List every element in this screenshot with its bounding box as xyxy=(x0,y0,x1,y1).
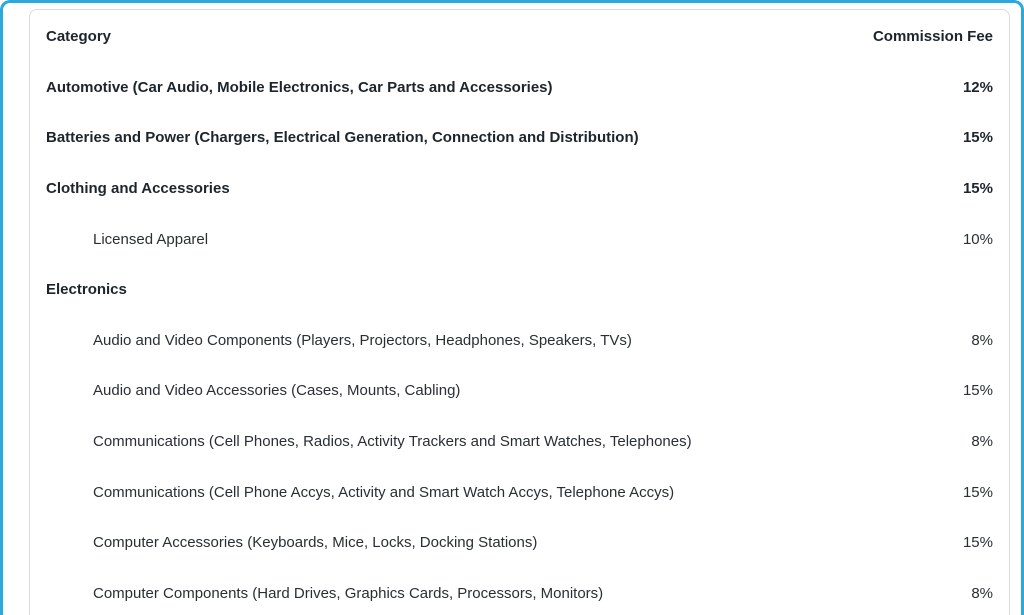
category-label: Automotive (Car Audio, Mobile Electronics, Car Parts and Accessories) xyxy=(46,78,553,96)
table-row-automotive xyxy=(30,62,1009,113)
category-label: Electronics xyxy=(46,281,127,299)
table-row-licensed-apparel xyxy=(30,214,1009,265)
commission-fee-value: 15% xyxy=(962,534,993,552)
commission-fee-value: 15% xyxy=(962,483,993,501)
commission-fee-value: 15% xyxy=(962,129,993,147)
category-label: Batteries and Power (Chargers, Electrical Generation, Connection and Distribution) xyxy=(46,129,639,147)
commission-fee-value: 12% xyxy=(962,78,993,96)
subcategory-label: Audio and Video Components (Players, Projectors, Headphones, Speakers, TVs) xyxy=(93,331,632,349)
table-row-audio-video-components xyxy=(30,315,1009,366)
table-row-communications-accessories xyxy=(30,467,1009,518)
subcategory-label: Computer Components (Hard Drives, Graphics Cards, Processors, Monitors) xyxy=(93,584,604,602)
table-row-batteries-and-power xyxy=(30,113,1009,164)
table-row-computer-components xyxy=(30,568,1009,615)
subcategory-label: Communications (Cell Phones, Radios, Activity Trackers and Smart Watches, Telephones) xyxy=(93,432,692,450)
table-row-communications-devices xyxy=(30,416,1009,467)
category-label: Clothing and Accessories xyxy=(46,179,230,197)
table-header-row xyxy=(30,10,1009,62)
column-header-category: Category xyxy=(46,27,112,45)
table-row-audio-video-accessories xyxy=(30,366,1009,417)
subcategory-label: Communications (Cell Phone Accys, Activity and Smart Watch Accys, Telephone Accys) xyxy=(93,483,675,501)
subcategory-label: Computer Accessories (Keyboards, Mice, Locks, Docking Stations) xyxy=(93,534,538,552)
table-row-electronics xyxy=(30,264,1009,315)
subcategory-label: Licensed Apparel xyxy=(93,230,209,248)
commission-fee-table-card xyxy=(29,9,1010,615)
table-row-clothing-and-accessories xyxy=(30,163,1009,214)
commission-fee-value: 10% xyxy=(962,230,993,248)
table-row-computer-accessories xyxy=(30,517,1009,568)
commission-fee-value: 15% xyxy=(962,179,993,197)
commission-fee-table xyxy=(30,10,1009,615)
subcategory-label: Audio and Video Accessories (Cases, Mounts, Cabling) xyxy=(93,382,461,400)
column-header-commission-fee: Commission Fee xyxy=(872,27,993,45)
commission-fee-value: 8% xyxy=(971,331,993,349)
commission-fee-value: 15% xyxy=(962,382,993,400)
commission-fee-value: 8% xyxy=(971,584,993,602)
commission-fee-value: 8% xyxy=(971,432,993,450)
